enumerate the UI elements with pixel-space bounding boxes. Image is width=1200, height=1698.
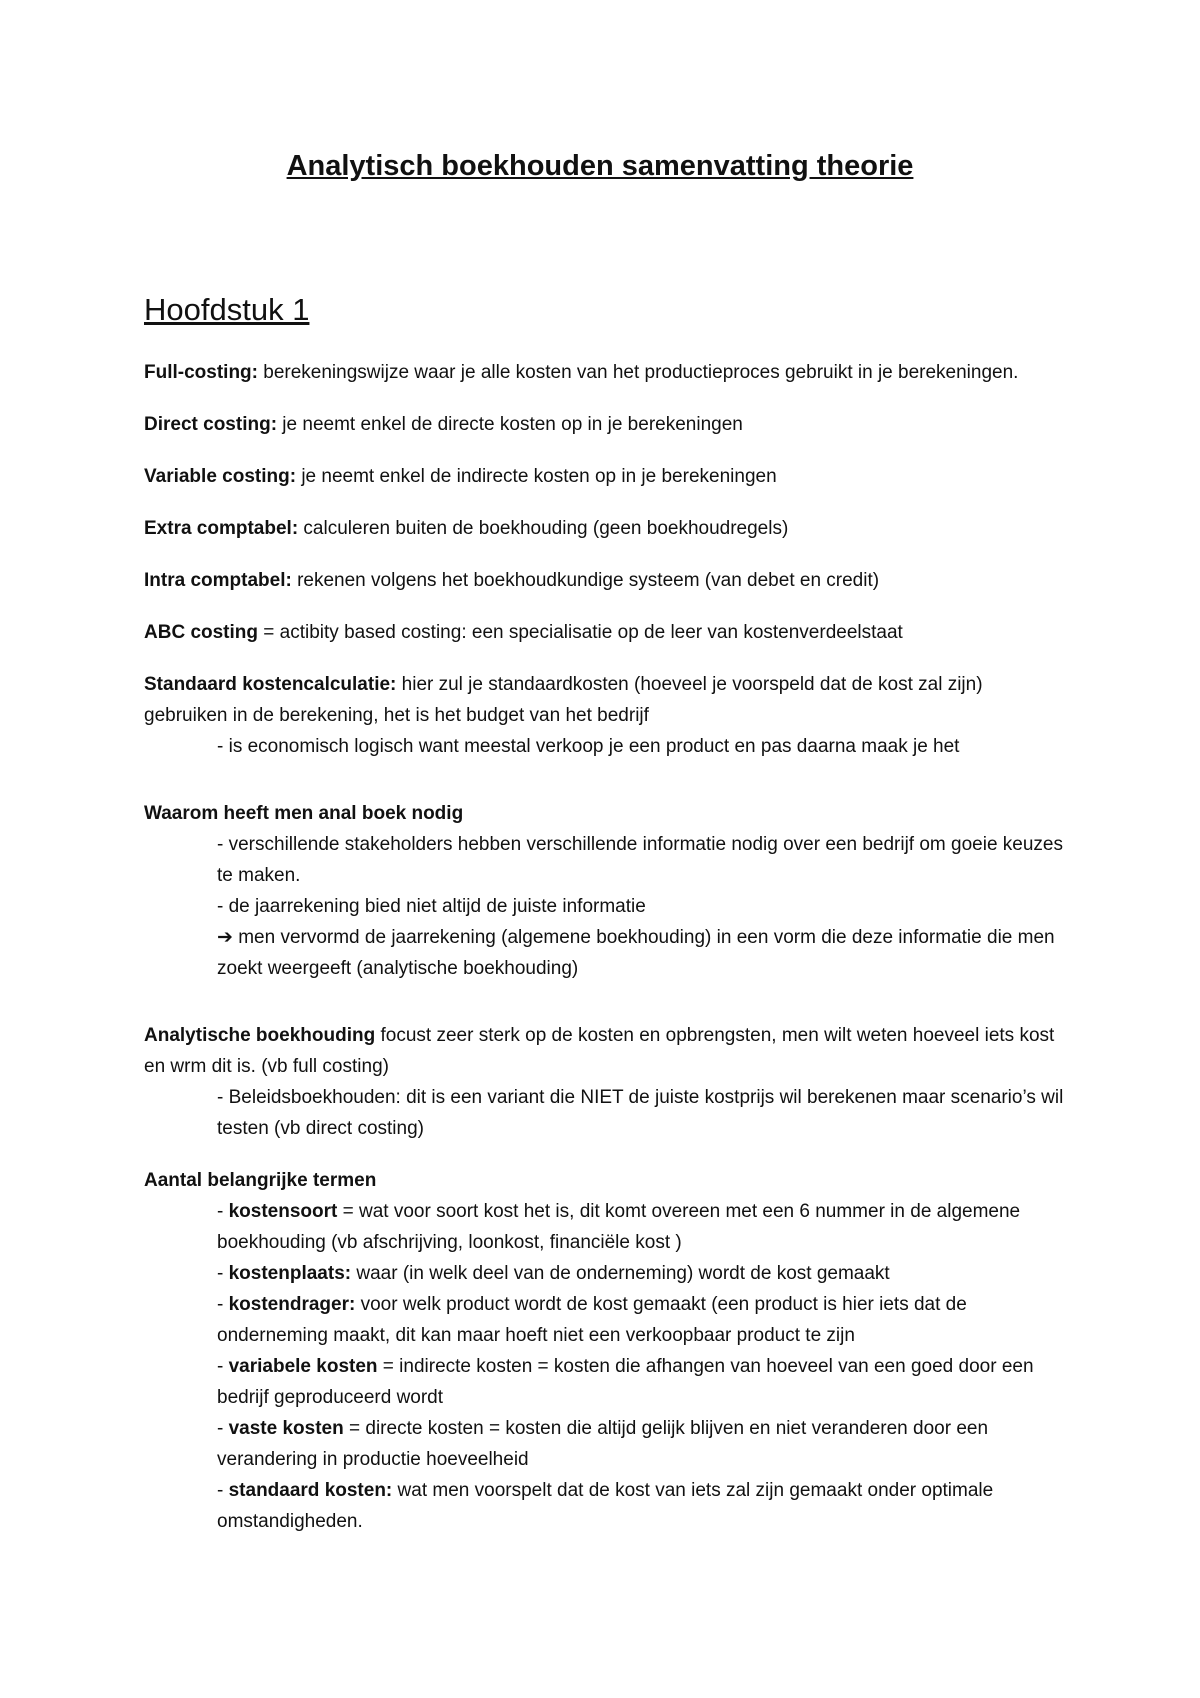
term: variabele kosten xyxy=(228,1356,378,1377)
definition-intra-comptabel: Intra comptabel: rekenen volgens het boekhoudkundige systeem (van debet en credit) xyxy=(144,570,880,591)
term: vaste kosten xyxy=(228,1418,344,1439)
termen-heading: Aantal belangrijke termen xyxy=(144,1170,377,1191)
term: Analytische boekhouding xyxy=(144,1025,376,1046)
definition-direct-costing: Direct costing: je neemt enkel de directe kosten op in je berekeningen xyxy=(144,414,743,435)
beleidsboekhouden-sub-item: - Beleidsboekhouden: dit is een variant die NIET de juiste kostprijs wil berekenen maar scenario’s wil testen (vb direct costing) xyxy=(217,1087,1064,1139)
term: Direct costing: xyxy=(144,414,278,435)
term: kostenplaats: xyxy=(228,1263,352,1284)
term-item: - vaste kosten = directe kosten = kosten die altijd gelijk blijven en niet veranderen door een verandering in productie hoeveelheid xyxy=(217,1418,989,1470)
term: Full-costing: xyxy=(144,362,258,383)
term: Intra comptabel: xyxy=(144,570,292,591)
term-item: - variabele kosten = indirecte kosten = kosten die afhangen van hoeveel van een goed door een bedrijf geproduceerd wordt xyxy=(217,1356,1034,1408)
term-item: - kostendrager: voor welk product wordt de kost gemaakt (een product is hier iets dat de onderneming maakt, dit kan maar hoeft niet een verkoopbaar product te zijn xyxy=(217,1294,967,1346)
definition-standaard-kostencalculatie: Standaard kostencalculatie: hier zul je standaardkosten (hoeveel je voorspeld dat de kost zal zijn) gebruiken in de berekening, het is het budget van het bedrijf xyxy=(144,674,983,726)
term-item: - kostensoort = wat voor soort kost het is, dit komt overeen met een 6 nummer in de algemene boekhouding (vb afschrijving, loonkost, financiële kost ) xyxy=(217,1201,1021,1253)
definition-full-costing: Full-costing: berekeningswijze waar je alle kosten van het productieproces gebruikt in je berekeningen. xyxy=(144,362,1019,383)
term: kostensoort xyxy=(228,1201,338,1222)
term-item: - kostenplaats: waar (in welk deel van de onderneming) wordt de kost gemaakt xyxy=(217,1263,890,1284)
term: Variable costing: xyxy=(144,466,297,487)
term: ABC costing xyxy=(144,622,258,643)
standaard-sub-item: - is economisch logisch want meestal verkoop je een product en pas daarna maak je het xyxy=(217,736,960,757)
definition-extra-comptabel: Extra comptabel: calculeren buiten de boekhouding (geen boekhoudregels) xyxy=(144,518,789,539)
waarom-item: - de jaarrekening bied niet altijd de juiste informatie xyxy=(217,896,646,917)
definition-variable-costing: Variable costing: je neemt enkel de indirecte kosten op in je berekeningen xyxy=(144,466,777,487)
document-body xyxy=(144,357,1064,1537)
arrow-right-icon: ➔ xyxy=(217,927,233,948)
waarom-item: - verschillende stakeholders hebben verschillende informatie nodig over een bedrijf om goeie keuzes te maken. xyxy=(217,834,1063,886)
waarom-item: ➔ men vervormd de jaarrekening (algemene boekhouding) in een vorm die deze informatie die men zoekt weergeeft (analytische boekhouding) xyxy=(217,927,1055,979)
chapter-heading: Hoofdstuk 1 xyxy=(144,292,310,327)
document-title: Analytisch boekhouden samenvatting theorie xyxy=(286,150,914,182)
term: kostendrager: xyxy=(228,1294,356,1315)
term-item: - standaard kosten: wat men voorspelt dat de kost van iets zal zijn gemaakt onder optimale omstandigheden. xyxy=(217,1480,994,1532)
waarom-heading: Waarom heeft men anal boek nodig xyxy=(144,803,464,824)
term: Extra comptabel: xyxy=(144,518,299,539)
term: Standaard kostencalculatie: xyxy=(144,674,397,695)
analytische-boekhouding-paragraph: Analytische boekhouding focust zeer sterk op de kosten en opbrengsten, men wilt weten hoeveel iets kost en wrm dit is. (vb full costing) xyxy=(144,1025,1055,1077)
definition-abc-costing: ABC costing = actibity based costing: een specialisatie op de leer van kostenverdeelstaat xyxy=(144,622,903,643)
term: standaard kosten: xyxy=(228,1480,393,1501)
